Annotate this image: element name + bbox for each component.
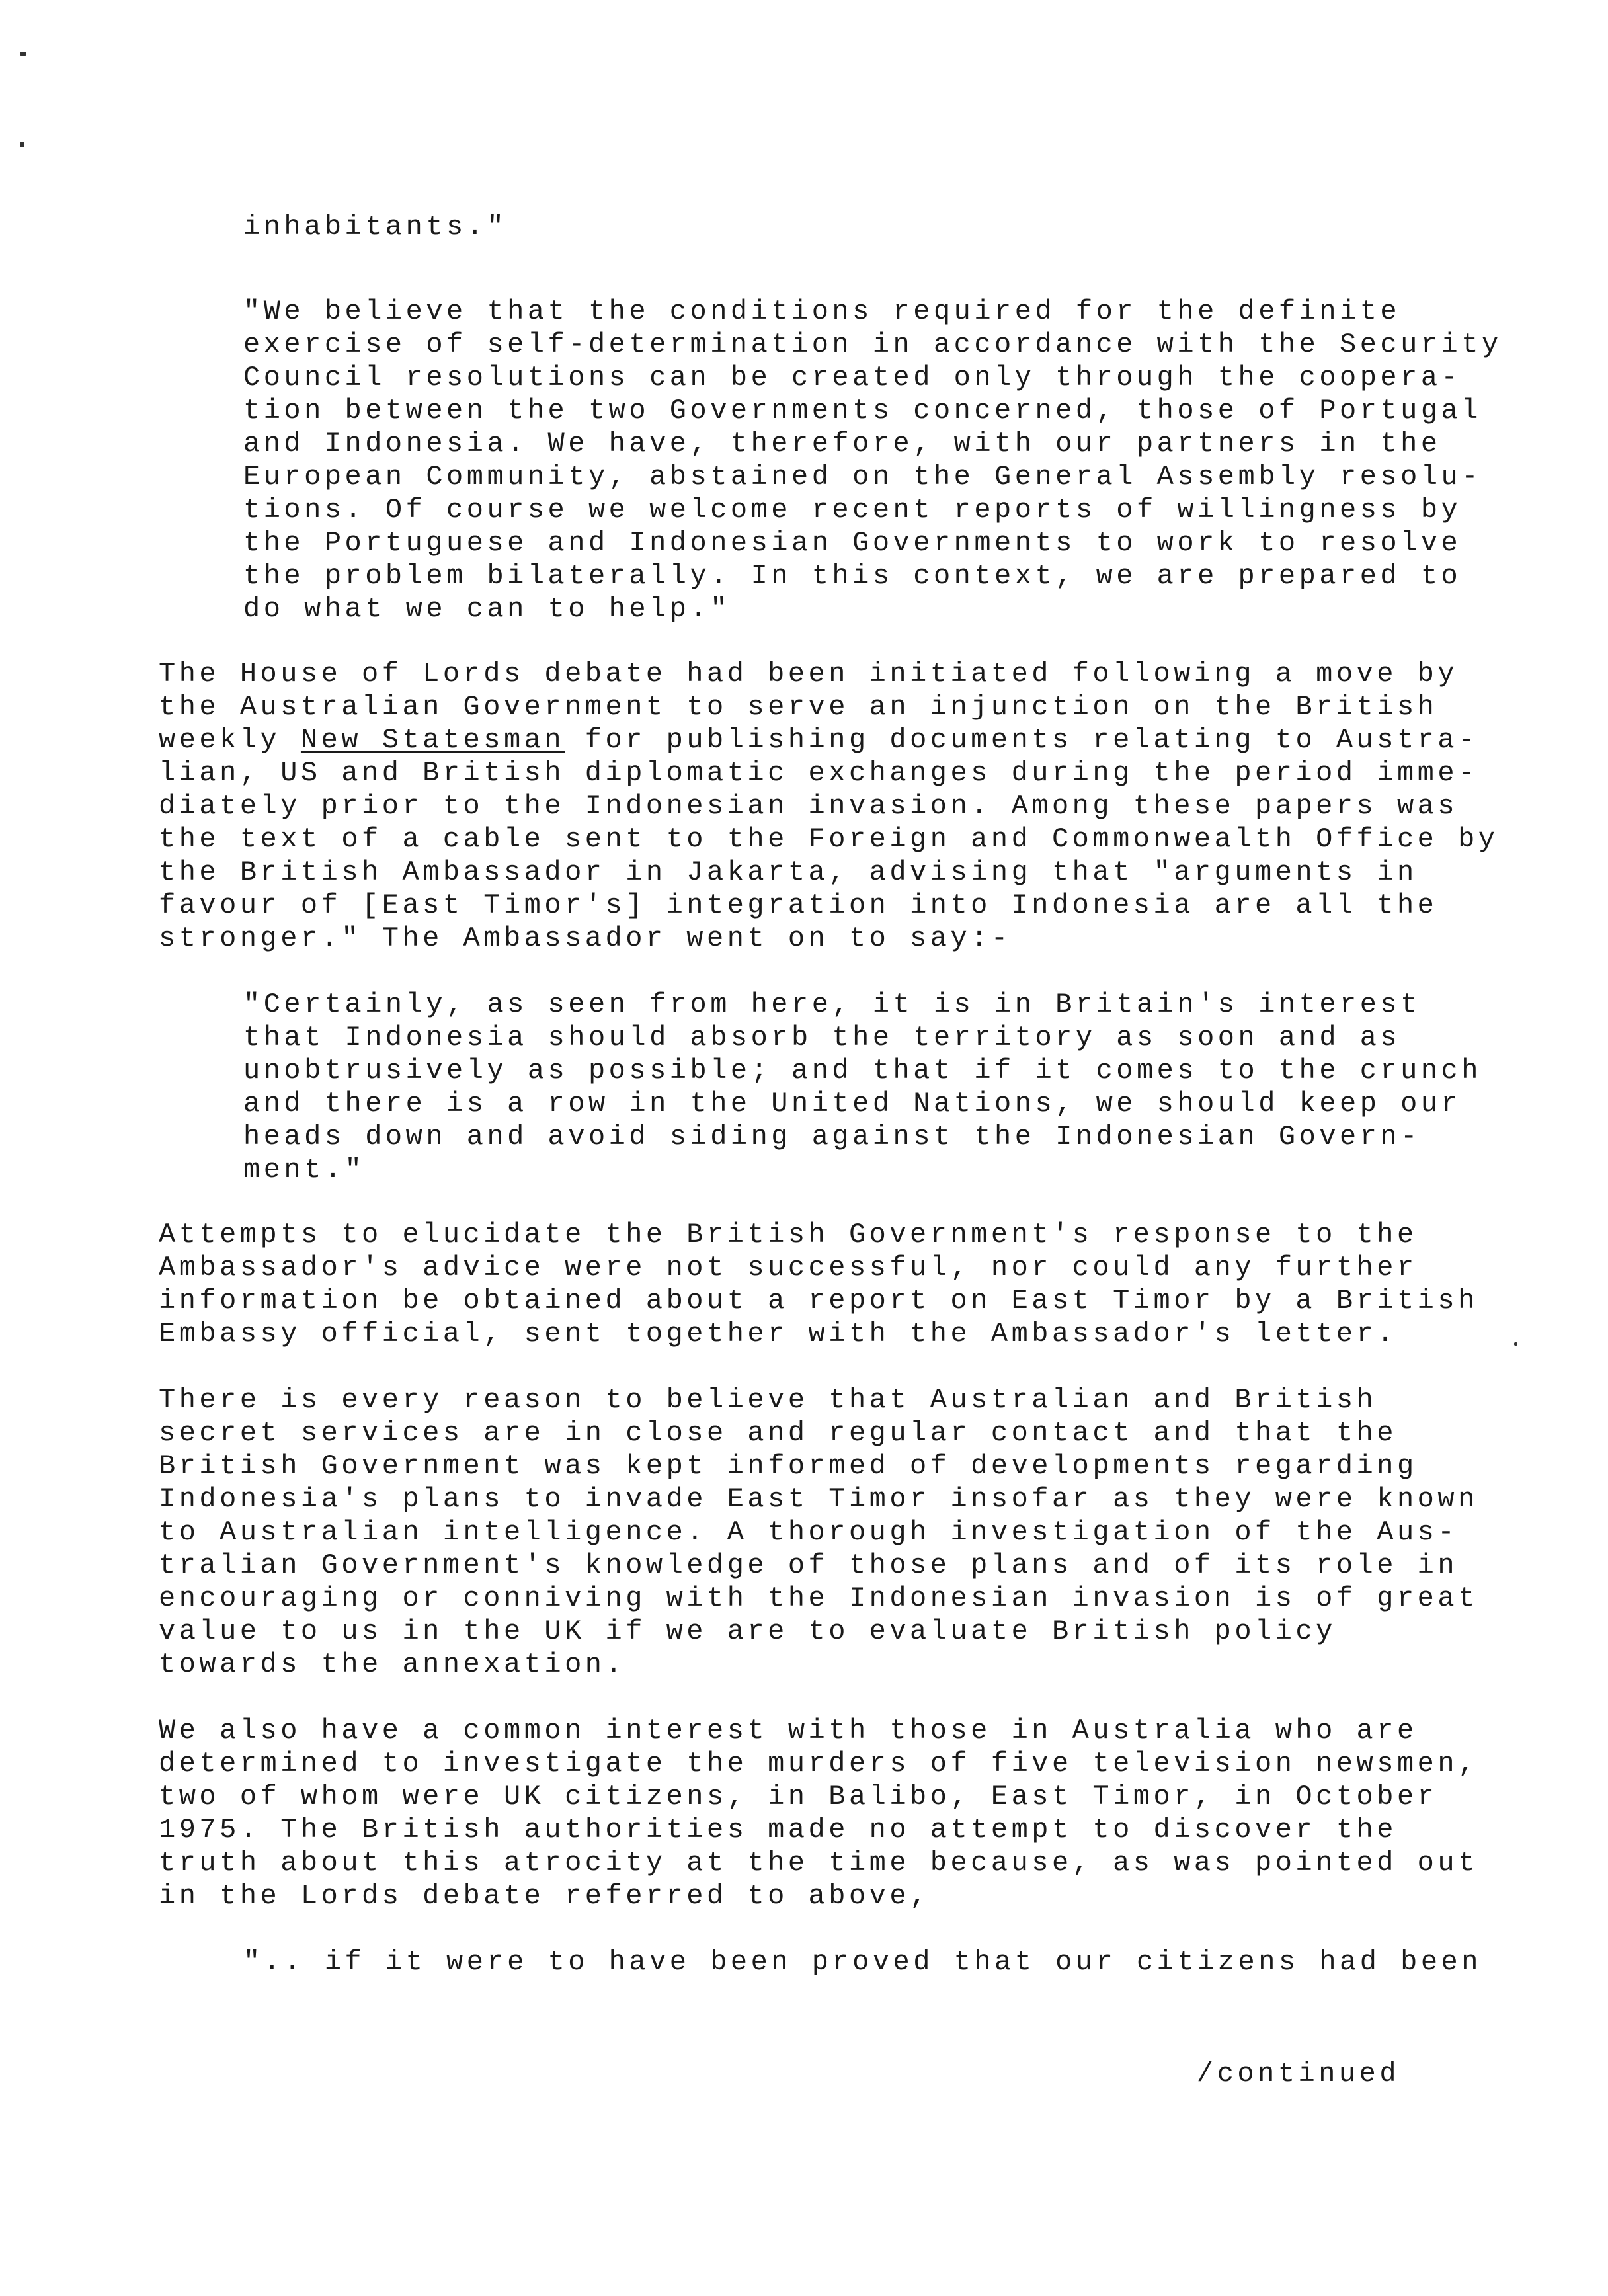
body-text-line: the text of a cable sent to the Foreign and Commonwealth Office by [159,823,1499,855]
body-text-line: favour of [East Timor's] integration into Indonesia are all the [159,889,1438,921]
quoted-text-line: and Indonesia. We have, therefore, with our partners in the [243,428,1441,460]
body-text-line: Indonesia's plans to invade East Timor insofar as they were known [159,1483,1478,1515]
quoted-text-line: Council resolutions can be created only through the coopera- [243,362,1462,393]
quoted-text-line: unobtrusively as possible; and that if it comes to the crunch [243,1055,1482,1086]
quoted-text-line: do what we can to help." [243,593,731,625]
body-text-line: secret services are in close and regular contact and that the [159,1417,1397,1449]
quoted-text-line: ".. if it were to have been proved that our citizens had been [243,1946,1482,1978]
quoted-text-line: tion between the two Governments concerned, those of Portugal [243,395,1482,427]
body-text-line: The House of Lords debate had been initiated following a move by [159,658,1459,690]
body-text-line: Embassy official, sent together with the Ambassador's letter. [159,1318,1397,1350]
quoted-text-line: the Portuguese and Indonesian Governments to work to resolve [243,527,1462,559]
body-text-line: the British Ambassador in Jakarta, advising that "arguments in [159,856,1418,888]
quoted-text-line: and there is a row in the United Nations, we should keep our [243,1088,1462,1120]
body-text-line: two of whom were UK citizens, in Balibo, East Timor, in October [159,1781,1438,1813]
body-text-line: stronger." The Ambassador went on to say:- [159,922,1012,954]
quoted-text-line: exercise of self-determination in accordance with the Security [243,329,1502,360]
body-text-line: towards the annexation. [159,1649,626,1680]
body-text-line: the Australian Government to serve an injunction on the British [159,691,1438,723]
body-text-line: value to us in the UK if we are to evaluate British policy [159,1616,1336,1647]
body-text-line: We also have a common interest with those in Australia who are [159,1715,1418,1746]
publication-title: New Statesman [300,724,565,756]
quoted-text-line: tions. Of course we welcome recent reports of willingness by [243,494,1462,526]
scan-speck [20,52,26,56]
body-text-line: 1975. The British authorities made no attempt to discover the [159,1814,1397,1846]
quoted-text-line: "We believe that the conditions required for the definite [243,296,1401,327]
quoted-text-line: ment." [243,1154,366,1186]
body-text-line: tralian Government's knowledge of those plans and of its role in [159,1549,1459,1581]
body-text-line: diately prior to the Indonesian invasion. Among these papers was [159,790,1459,822]
continued-note: /continued [1197,2058,1400,2090]
body-text-line: British Government was kept informed of developments regarding [159,1450,1418,1482]
quoted-text-line: "Certainly, as seen from here, it is in Britain's interest [243,989,1421,1020]
body-text-line: information be obtained about a report on East Timor by a British [159,1285,1478,1317]
body-text-line: weekly New Statesman for publishing documents relating to Austra- [159,724,1478,756]
quoted-text-line: inhabitants." [243,211,508,243]
body-text-line: Ambassador's advice were not successful, nor could any further [159,1252,1418,1284]
body-text-line: encouraging or conniving with the Indonesian invasion is of great [159,1582,1478,1614]
quoted-text-line: heads down and avoid siding against the Indonesian Govern- [243,1121,1421,1153]
quoted-text-line: the problem bilaterally. In this context, we are prepared to [243,560,1462,592]
body-text-line: truth about this atrocity at the time because, as was pointed out [159,1847,1478,1879]
body-text-line: Attempts to elucidate the British Government's response to the [159,1219,1418,1250]
body-text-line: in the Lords debate referred to above, [159,1880,930,1912]
scan-speck [20,142,24,147]
body-text-line: lian, US and British diplomatic exchanges during the period imme- [159,757,1478,789]
body-text-line: There is every reason to believe that Australian and British [159,1384,1377,1416]
quoted-text-line: European Community, abstained on the General Assembly resolu- [243,461,1482,493]
body-text-line: to Australian intelligence. A thorough investigation of the Aus- [159,1516,1459,1548]
body-text-line: determined to investigate the murders of five television newsmen, [159,1748,1478,1780]
quoted-text-line: that Indonesia should absorb the territory as soon and as [243,1022,1401,1053]
scan-speck [1514,1342,1517,1346]
